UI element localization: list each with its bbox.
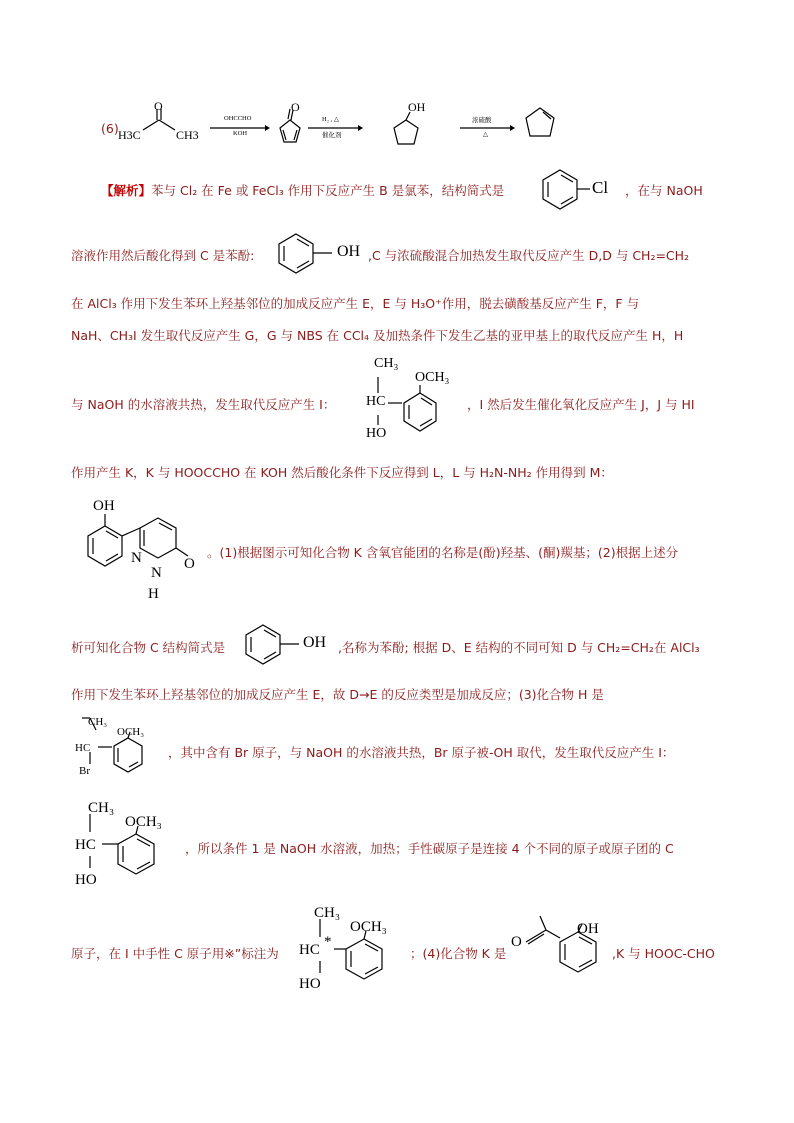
chiral-star: * <box>324 934 332 950</box>
line-11: ，所以条件 1 是 NaOH 水溶液，加热；手性碳原子是连接 4 个不同的原子或原子团的 C <box>185 841 674 856</box>
h-ch3: CH₃ <box>88 716 108 728</box>
analysis-tag: 【解析】 <box>101 183 152 198</box>
h-och3: OCH₃ <box>117 726 145 738</box>
ketone-o: O <box>291 100 300 114</box>
line-1b: ，在与 NaOH <box>625 183 703 198</box>
i1-och3: OCH₃ <box>415 370 450 385</box>
line-12b: ；(4)化合物 K 是 <box>410 946 507 961</box>
m-h: H <box>148 586 159 602</box>
line-3: 在 AlCl₃ 作用下发生苯环上羟基邻位的加成反应产生 E，E 与 H₃O⁺作用，脱去磺酸基反应产生 F，F 与 <box>71 296 640 311</box>
line-5a: 与 NaOH 的水溶液共热，发生取代反应产生 I： <box>71 397 336 412</box>
i3-ho: HO <box>299 976 321 992</box>
arrow-2-top: H₂ , △ <box>322 116 339 123</box>
phenol-oh-1: OH <box>337 243 361 260</box>
i2-hc: HC <box>75 837 96 853</box>
i2-ho: HO <box>75 872 97 888</box>
reactant-right: CH3 <box>176 128 199 142</box>
chlorobenzene-structure <box>540 168 590 212</box>
h-br: Br <box>79 765 90 777</box>
reactant-o: O <box>154 99 163 113</box>
phenol-structure-1 <box>276 232 336 276</box>
i3-och3: OCH₃ <box>350 919 387 935</box>
cyclopentadienone <box>270 100 310 150</box>
line-10: ，其中含有 Br 原子，与 NaOH 的水溶液共热，Br 原子被-OH 取代，发生取代反应产生 I： <box>168 745 675 760</box>
phenol-structure-2 <box>243 623 303 667</box>
alcohol-oh: OH <box>408 100 426 114</box>
line-6: 作用产生 K，K 与 HOOCCHO 在 KOH 然后酸化条件下反应得到 L，L 与 H₂N-NH₂ 作用得到 M： <box>71 465 613 480</box>
cyclopentene <box>520 100 560 150</box>
line-12c: ,K 与 HOOC-CHO <box>612 946 715 961</box>
line-4: NaH、CH₃I 发生取代反应产生 G，G 与 NBS 在 CCl₄ 及加热条件下发生乙基的亚甲基上的取代反应产生 H，H <box>71 328 684 343</box>
reactant-left: H3C <box>118 128 141 142</box>
i1-hc: HC <box>366 394 386 409</box>
m-o: O <box>184 556 195 572</box>
arrow-3 <box>460 124 520 134</box>
m-n2: N <box>151 565 162 581</box>
i2-och3: OCH₃ <box>125 814 162 830</box>
i3-ch3: CH₃ <box>314 905 341 921</box>
line-9: 作用下发生苯环上羟基邻位的加成反应产生 E，故 D→E 的反应类型是加成反应；(3)化合物 H 是 <box>71 687 604 702</box>
i2-ch3: CH₃ <box>88 800 115 816</box>
line-8a: 析可知化合物 C 结构简式是 <box>71 640 226 655</box>
arrow-2-bottom: 催化剂 <box>322 132 342 139</box>
line-1: 【解析】苯与 Cl₂ 在 Fe 或 FeCl₃ 作用下反应产生 B 是氯苯，结构简式是 <box>101 183 505 198</box>
cl-label: Cl <box>592 178 609 197</box>
k-o: O <box>511 934 522 950</box>
arrow-3-bottom: △ <box>483 131 488 138</box>
line-7: 。(1)根据图示可知化合物 K 含氧官能团的名称是(酚)羟基、(酮)羰基；(2)根据上述分 <box>207 545 679 560</box>
step-label: (6) <box>101 121 119 136</box>
arrow-3-top: 浓硫酸 <box>472 117 492 124</box>
i1-ho: HO <box>366 426 387 441</box>
phenol-oh-2: OH <box>303 634 327 651</box>
line-12a: 原子，在 I 中手性 C 原子用※”标注为 <box>71 946 279 961</box>
h-hc: HC <box>75 742 91 754</box>
m-oh: OH <box>93 498 115 514</box>
line-8b: ,名称为苯酚; 根据 D、E 结构的不同可知 D 与 CH₂=CH₂在 AlCl₃ <box>338 640 700 655</box>
k-oh: OH <box>577 921 599 937</box>
line-2b: ,C 与浓硫酸混合加热发生取代反应产生 D,D 与 CH₂=CH₂ <box>368 248 690 263</box>
arrow-1-top: OHCCHO <box>224 115 252 122</box>
i1-ch3: CH₃ <box>374 356 399 371</box>
m-n1: N <box>131 550 142 566</box>
arrow-1-bottom: KOH <box>233 130 248 137</box>
line-2a: 溶液作用然后酸化得到 C 是苯酚: <box>71 248 255 263</box>
line-5b: ，I 然后发生催化氧化反应产生 J，J 与 HI <box>467 397 695 412</box>
i3-hc: HC <box>299 942 320 958</box>
